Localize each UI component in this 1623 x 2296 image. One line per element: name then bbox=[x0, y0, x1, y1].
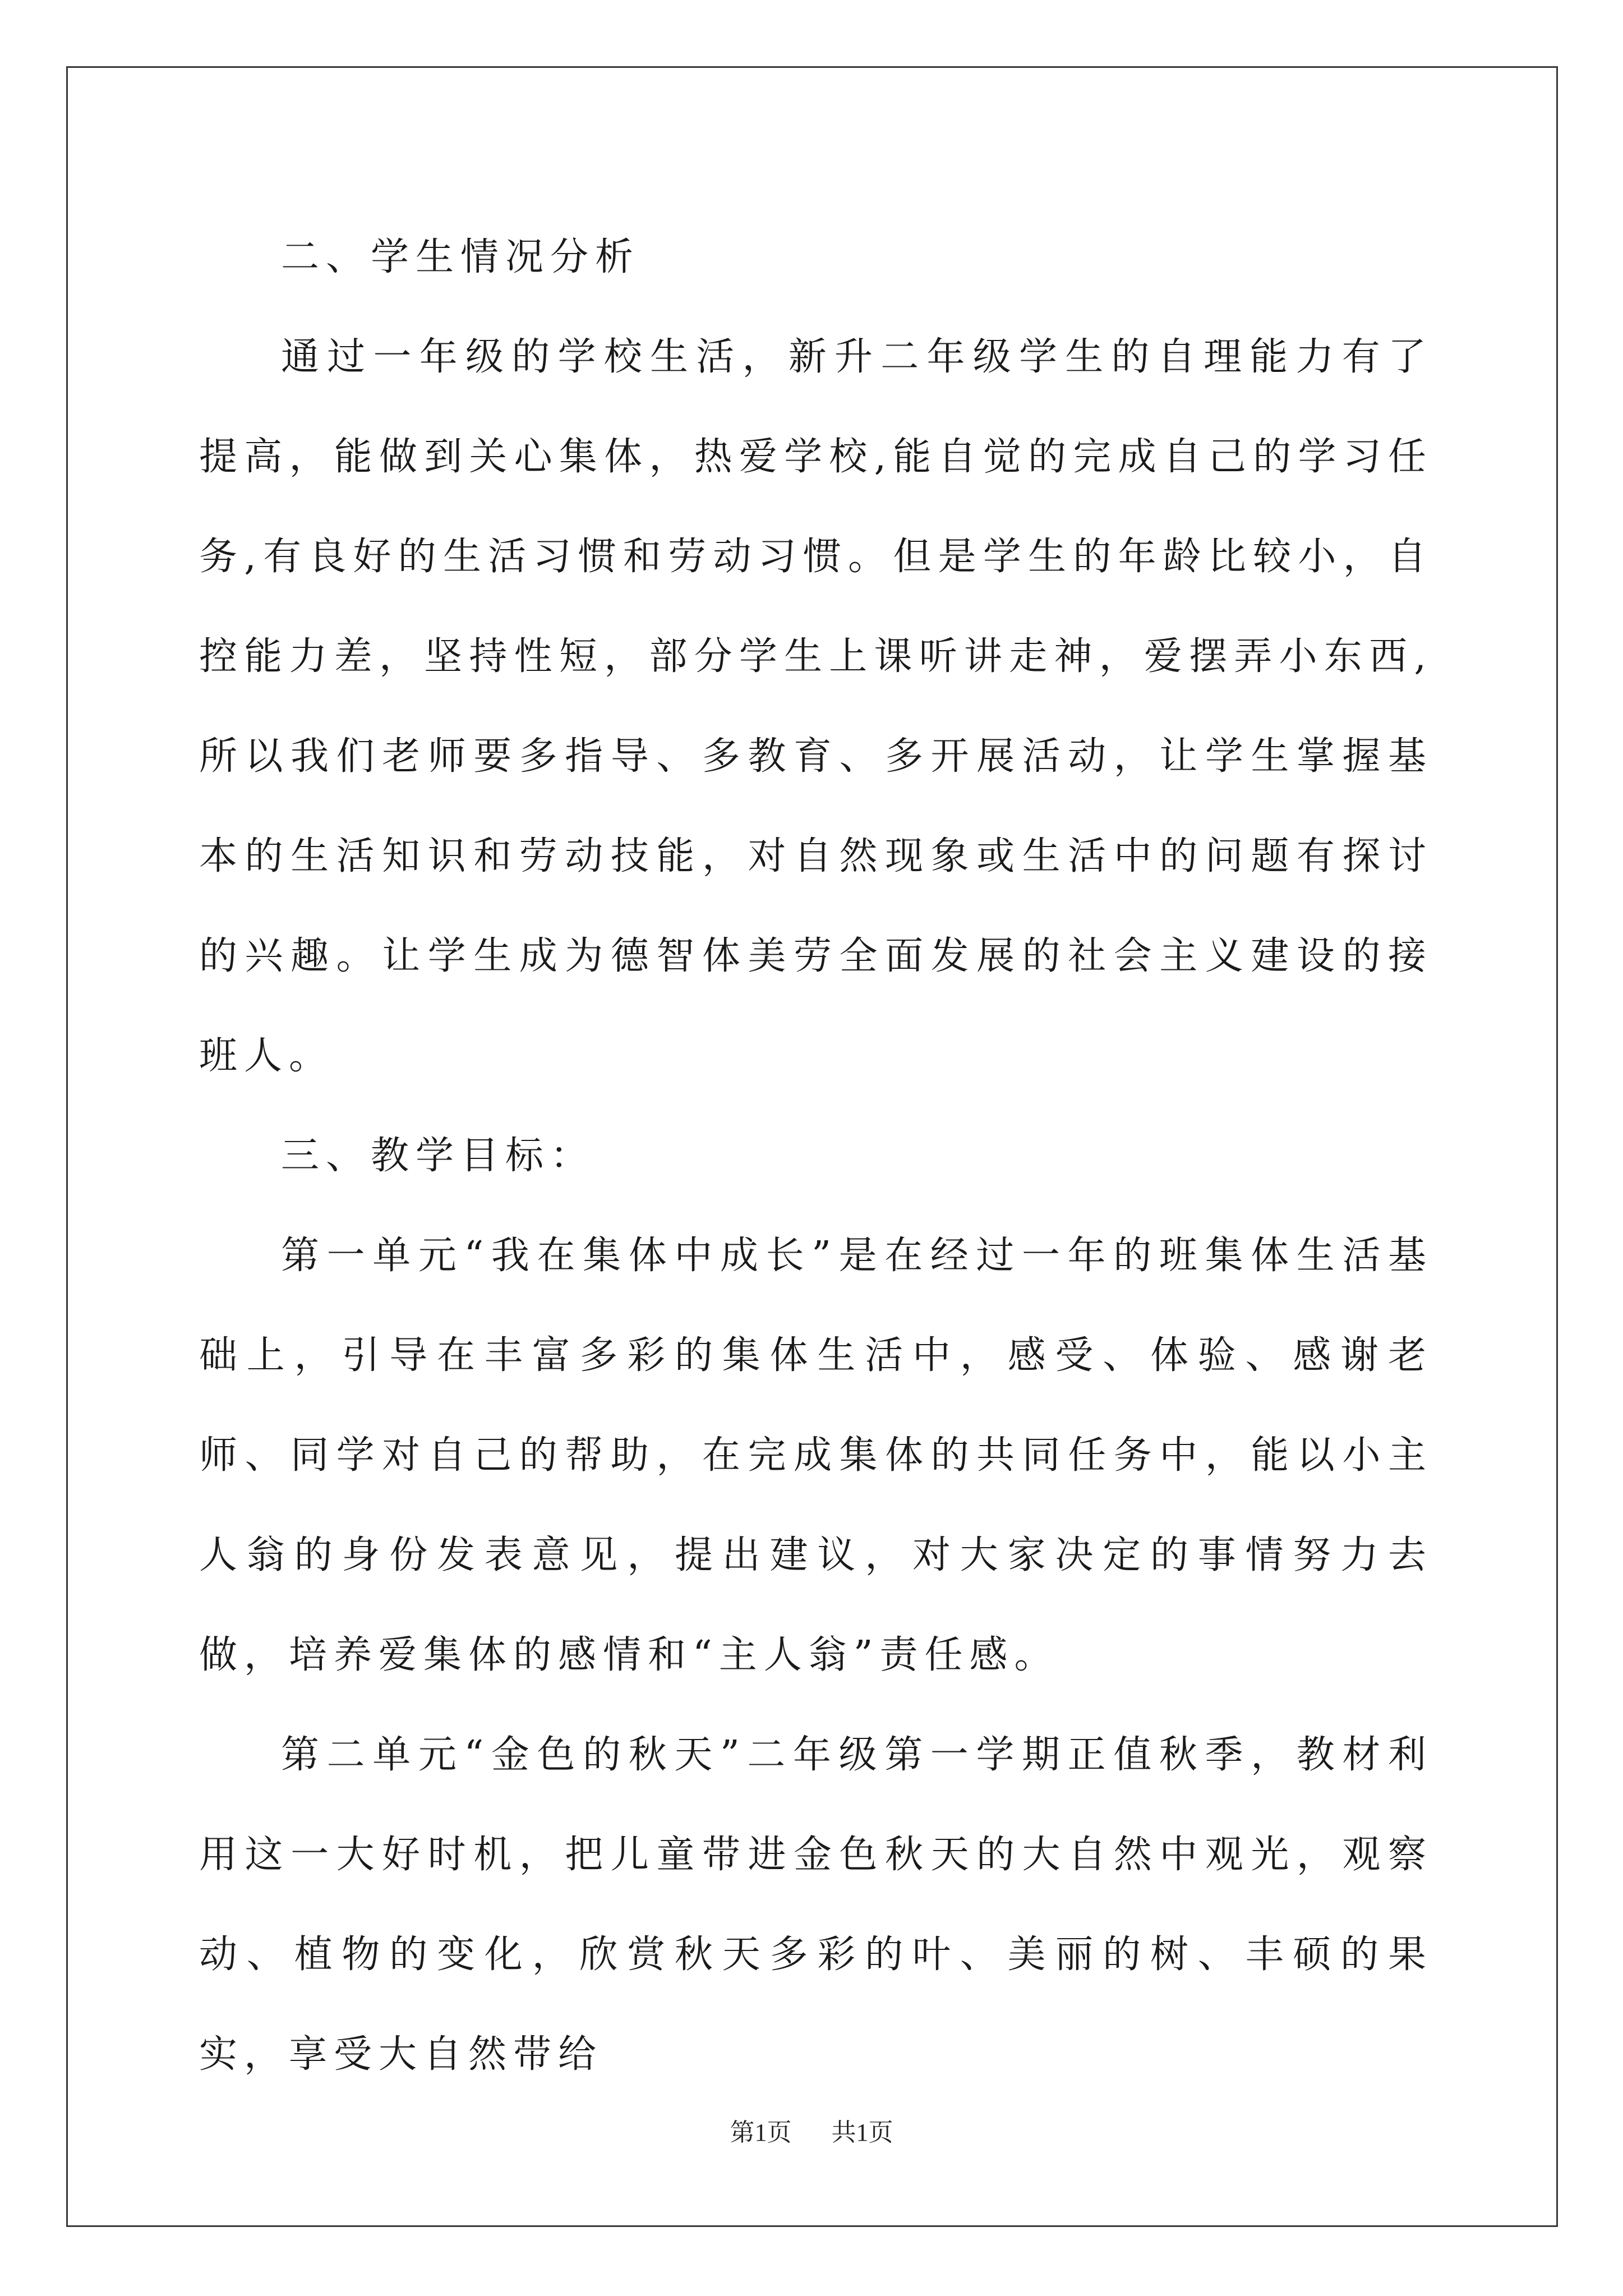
document-body bbox=[199, 208, 1433, 2105]
section-heading-teaching-goals: 三、教学目标： bbox=[281, 1134, 596, 1178]
paragraph-unit-one: 第一单元“我在集体中成长”是在经过一年的班集体生活基础上，引导在丰富多彩的集体生活中，感受、体验、感谢老师、同学对自己的帮助，在完成集体的共同任务中，能以小主人翁的身份发表意见，提出建议，对大家决定的事情努力去做，培养爱集体的感情和“主人翁”责任感。 bbox=[199, 1234, 1433, 1677]
paragraph-unit-two: 第二单元“金色的秋天”二年级第一学期正值秋季，教材利用这一大好时机，把儿童带进金色秋天的大自然中观光，观察动、植物的变化，欣赏秋天多彩的叶、美丽的树、丰硕的果实，享受大自然带给 bbox=[199, 1733, 1433, 2077]
page-total: 共1页 bbox=[831, 2119, 893, 2146]
paragraph-student-analysis: 通过一年级的学校生活，新升二年级学生的自理能力有了提高，能做到关心集体，热爱学校,能自觉的完成自己的学习任务,有良好的生活习惯和劳动习惯。但是学生的年龄比较小，自控能力差，坚持性短，部分学生上课听讲走神，爱摆弄小东西,所以我们老师要多指导、多教育、多开展活动，让学生掌握基本的生活知识和劳动技能，对自然现象或生活中的问题有探讨的兴趣。让学生成为德智体美劳全面发展的社会主义建设的接班人。 bbox=[199, 335, 1433, 1078]
page-number: 第1页 bbox=[730, 2119, 792, 2146]
page-footer bbox=[0, 2112, 1623, 2148]
section-heading-student-analysis: 二、学生情况分析 bbox=[281, 235, 640, 279]
